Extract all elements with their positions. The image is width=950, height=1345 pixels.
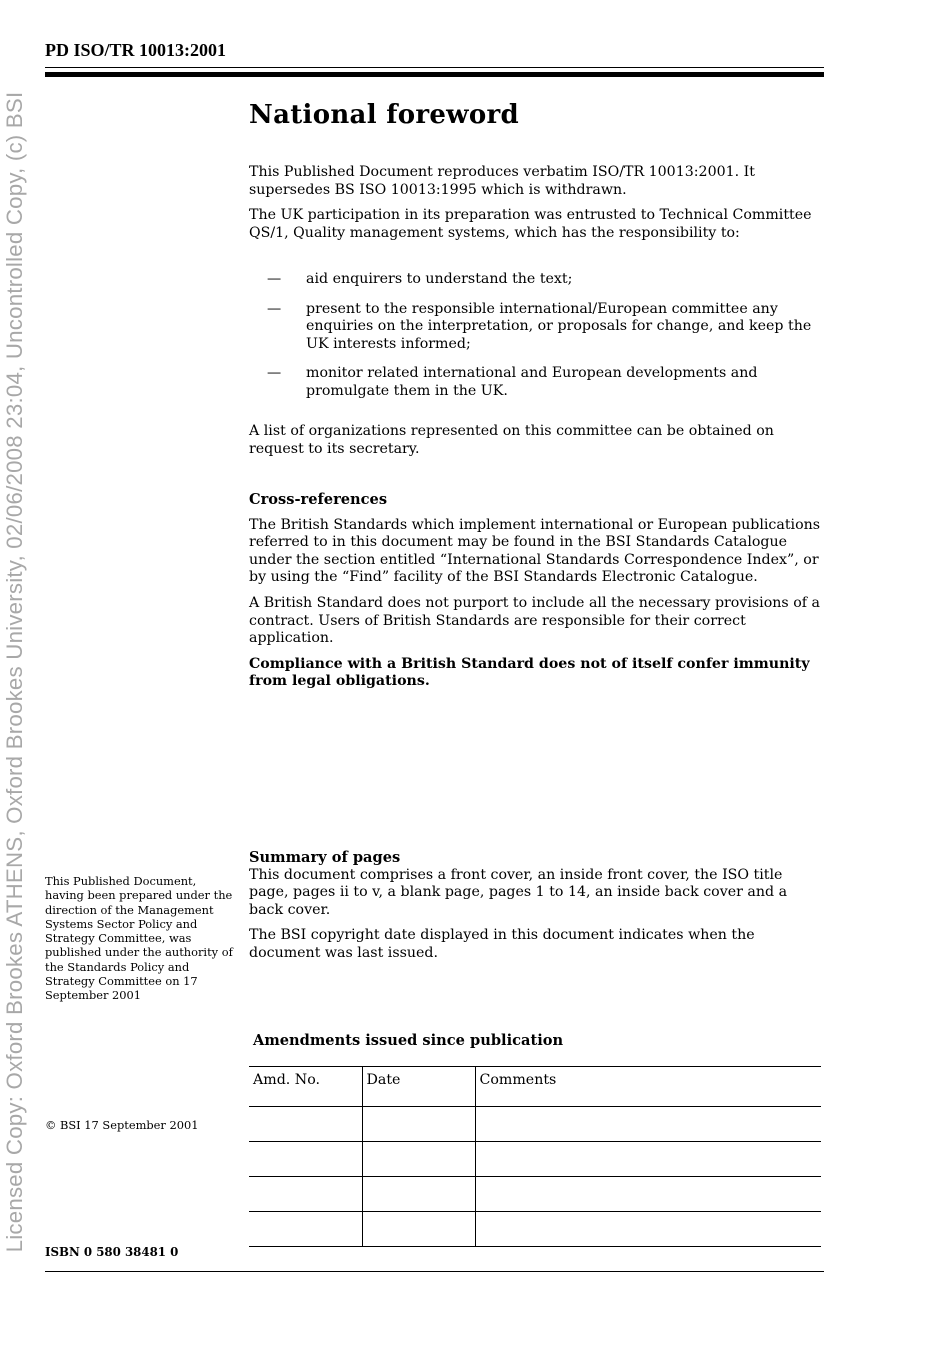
copyright-notice: © BSI 17 September 2001: [45, 1118, 199, 1132]
amendments-table: [249, 1066, 821, 1247]
compliance-statement: Compliance with a British Standard does not of itself confer immunity from legal obligations.: [249, 655, 810, 690]
table-cell: [362, 1177, 475, 1212]
summary-section: [249, 849, 825, 971]
column-header-comments: Comments: [475, 1067, 821, 1107]
dash-marker: —: [267, 271, 282, 287]
list-item: [249, 365, 825, 400]
intro-section: [249, 164, 825, 250]
list-item: [249, 271, 825, 289]
list-item-text: aid enquirers to understand the text;: [306, 271, 573, 287]
footer-rule: [45, 1271, 824, 1272]
summary-heading: Summary of pages: [249, 849, 401, 866]
header-rule-thick: [45, 72, 824, 77]
dash-marker: —: [267, 365, 282, 382]
table-cell: [475, 1107, 821, 1142]
table-row: [249, 1107, 821, 1142]
cross-references-paragraph-1: The British Standards which implement international or European publications referred to in this document may be found in the BSI Standards Catalogue under the section entitled “International Standards Correspondence Index”, or by using the “Find” facility of the BSI Standards Electronic Catalogue.: [249, 516, 821, 586]
table-cell: [362, 1107, 475, 1142]
table-row: [249, 1142, 821, 1177]
list-item-text: monitor related international and European developments and promulgate them in the UK.: [306, 365, 758, 399]
cross-references-heading: Cross-references: [249, 491, 388, 508]
document-id: PD ISO/TR 10013:2001: [45, 40, 227, 60]
table-cell: [249, 1212, 362, 1247]
table-header-row: [249, 1067, 821, 1107]
committee-list-paragraph: A list of organizations represented on this committee can be obtained on request to its secretary.: [249, 423, 774, 457]
isbn: ISBN 0 580 38481 0: [45, 1245, 179, 1259]
column-header-amd-no: Amd. No.: [249, 1067, 362, 1107]
table-cell: [249, 1107, 362, 1142]
summary-paragraph-1: This document comprises a front cover, an inside front cover, the ISO title page, pages ii to v, a blank page, pages 1 to 14, an inside back cover and a back cover.: [249, 866, 788, 918]
committee-list-section: [249, 423, 825, 466]
table-cell: [249, 1177, 362, 1212]
table-cell: [362, 1142, 475, 1177]
summary-paragraph-2: The BSI copyright date displayed in this document indicates when the document was last issued.: [249, 927, 755, 961]
list-item-text: present to the responsible international/European committee any enquiries on the interpretation, or proposals for change, and keep the UK interests informed;: [306, 300, 812, 352]
column-header-date: Date: [362, 1067, 475, 1107]
table-cell: [475, 1142, 821, 1177]
list-item: [249, 301, 825, 354]
cross-references-paragraph-2: A British Standard does not purport to include all the necessary provisions of a contract. Users of British Standards are responsible for their correct application.: [249, 594, 820, 647]
amendments-title: Amendments issued since publication: [253, 1032, 564, 1049]
table-cell: [475, 1212, 821, 1247]
watermark-text: Licensed Copy: Oxford Brookes ATHENS, Oxford Brookes University, 02/06/2008 23:04, Uncontrolled Copy, (c) BSI: [2, 91, 27, 1253]
table-cell: [475, 1177, 821, 1212]
table-row: [249, 1177, 821, 1212]
license-watermark: [0, 0, 30, 1345]
intro-paragraph-1: This Published Document reproduces verbatim ISO/TR 10013:2001. It supersedes BS ISO 10013:1995 which is withdrawn.: [249, 164, 755, 198]
cross-references-section: [249, 491, 825, 699]
table-cell: [362, 1212, 475, 1247]
page-title: National foreword: [249, 100, 519, 130]
publication-note: This Published Document, having been prepared under the direction of the Management Systems Sector Policy and Strategy Committee, was published under the authority of the Standards Policy and Strategy Committee on 17 September 2001: [45, 874, 233, 1003]
header-rule-thin: [45, 67, 824, 68]
dash-marker: —: [267, 300, 282, 317]
intro-paragraph-2: The UK participation in its preparation was entrusted to Technical Committee QS/1, Quality management systems, which has the responsibility to:: [249, 207, 812, 241]
table-row: [249, 1212, 821, 1247]
responsibility-list: [249, 271, 825, 413]
table-cell: [249, 1142, 362, 1177]
